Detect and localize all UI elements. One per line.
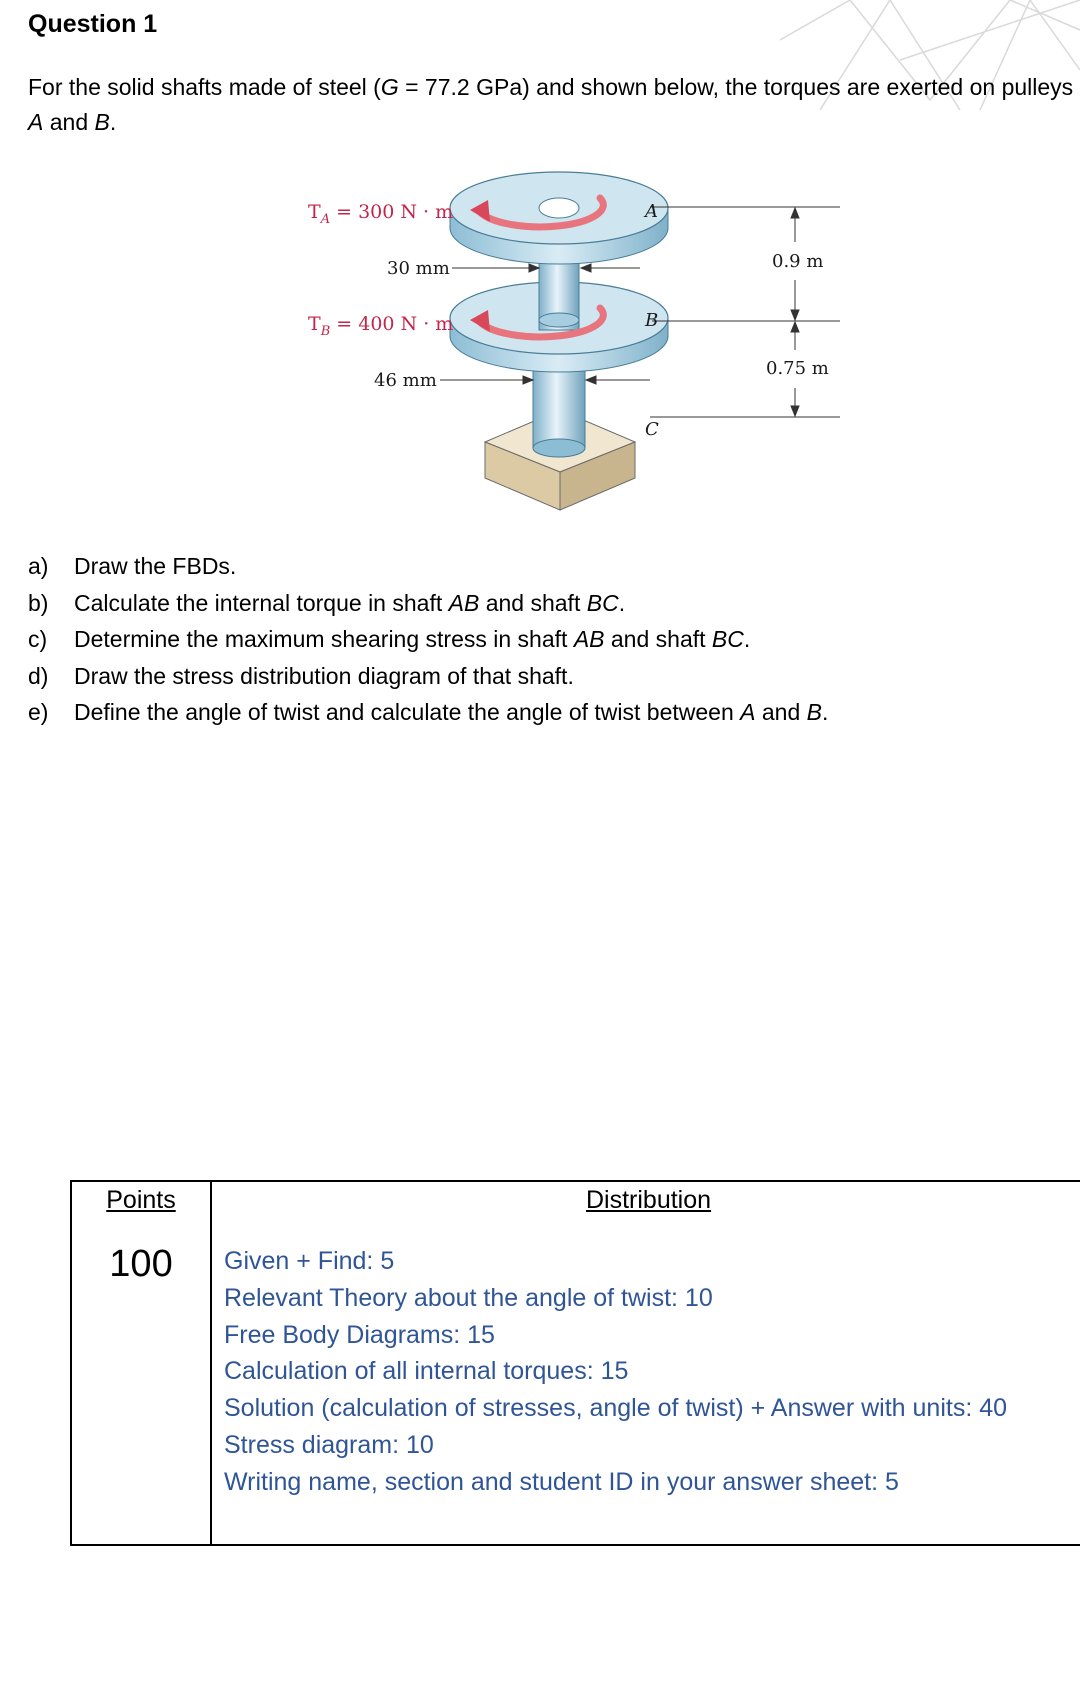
diameter-label-bc: 46 mm — [374, 370, 437, 391]
point-label-c: C — [645, 419, 659, 440]
length-label-bc: 0.75 m — [766, 358, 829, 379]
diameter-label-ab: 30 mm — [387, 258, 450, 279]
task-item: c) Determine the maximum shearing stress in shaft AB and shaft BC. — [28, 626, 751, 652]
distribution-item: Given + Find: 5 — [224, 1247, 395, 1275]
length-label-ab: 0.9 m — [772, 251, 824, 272]
task-list — [28, 548, 828, 731]
task-item: a) Draw the FBDs. — [28, 553, 237, 579]
shaft-pulley-figure — [300, 170, 860, 530]
task-item: b) Calculate the internal torque in shaft AB and shaft BC. — [28, 589, 626, 616]
question-intro: For the solid shafts made of steel (G = 77.2 GPa) and shown below, the torques are exerted on pulleys A and B. — [28, 74, 1074, 135]
point-label-a: A — [645, 201, 658, 222]
points-cell — [71, 1181, 211, 1545]
torque-label-a: $T_A = 300$ N · m — [308, 201, 454, 227]
distribution-item: Free Body Diagrams: 15 — [224, 1320, 495, 1349]
point-label-b: B — [645, 310, 659, 331]
points-header: Points — [106, 1186, 176, 1214]
distribution-item: Solution (calculation of stresses, angle of twist) + Answer with units: 40 — [224, 1394, 1008, 1423]
task-item: e) Define the angle of twist and calculate the angle of twist between A and B. — [28, 699, 829, 725]
distribution-item: Writing name, section and student ID in your answer sheet: 5 — [224, 1467, 899, 1496]
points-value: 100 — [109, 1243, 173, 1285]
distribution-header: Distribution — [586, 1186, 712, 1214]
distribution-item: Calculation of all internal torques: 15 — [224, 1357, 629, 1386]
task-item: d) Draw the stress distribution diagram of that shaft. — [28, 662, 574, 689]
grading-rubric-table — [70, 1180, 1080, 1546]
distribution-item: Stress diagram: 10 — [224, 1430, 434, 1459]
distribution-cell — [211, 1181, 1080, 1545]
distribution-list — [224, 1243, 1080, 1501]
torque-label-b: $T_B = 400$ N · m — [308, 313, 454, 339]
question-title: Question 1 — [28, 10, 158, 38]
distribution-item: Relevant Theory about the angle of twist: 10 — [224, 1283, 713, 1312]
